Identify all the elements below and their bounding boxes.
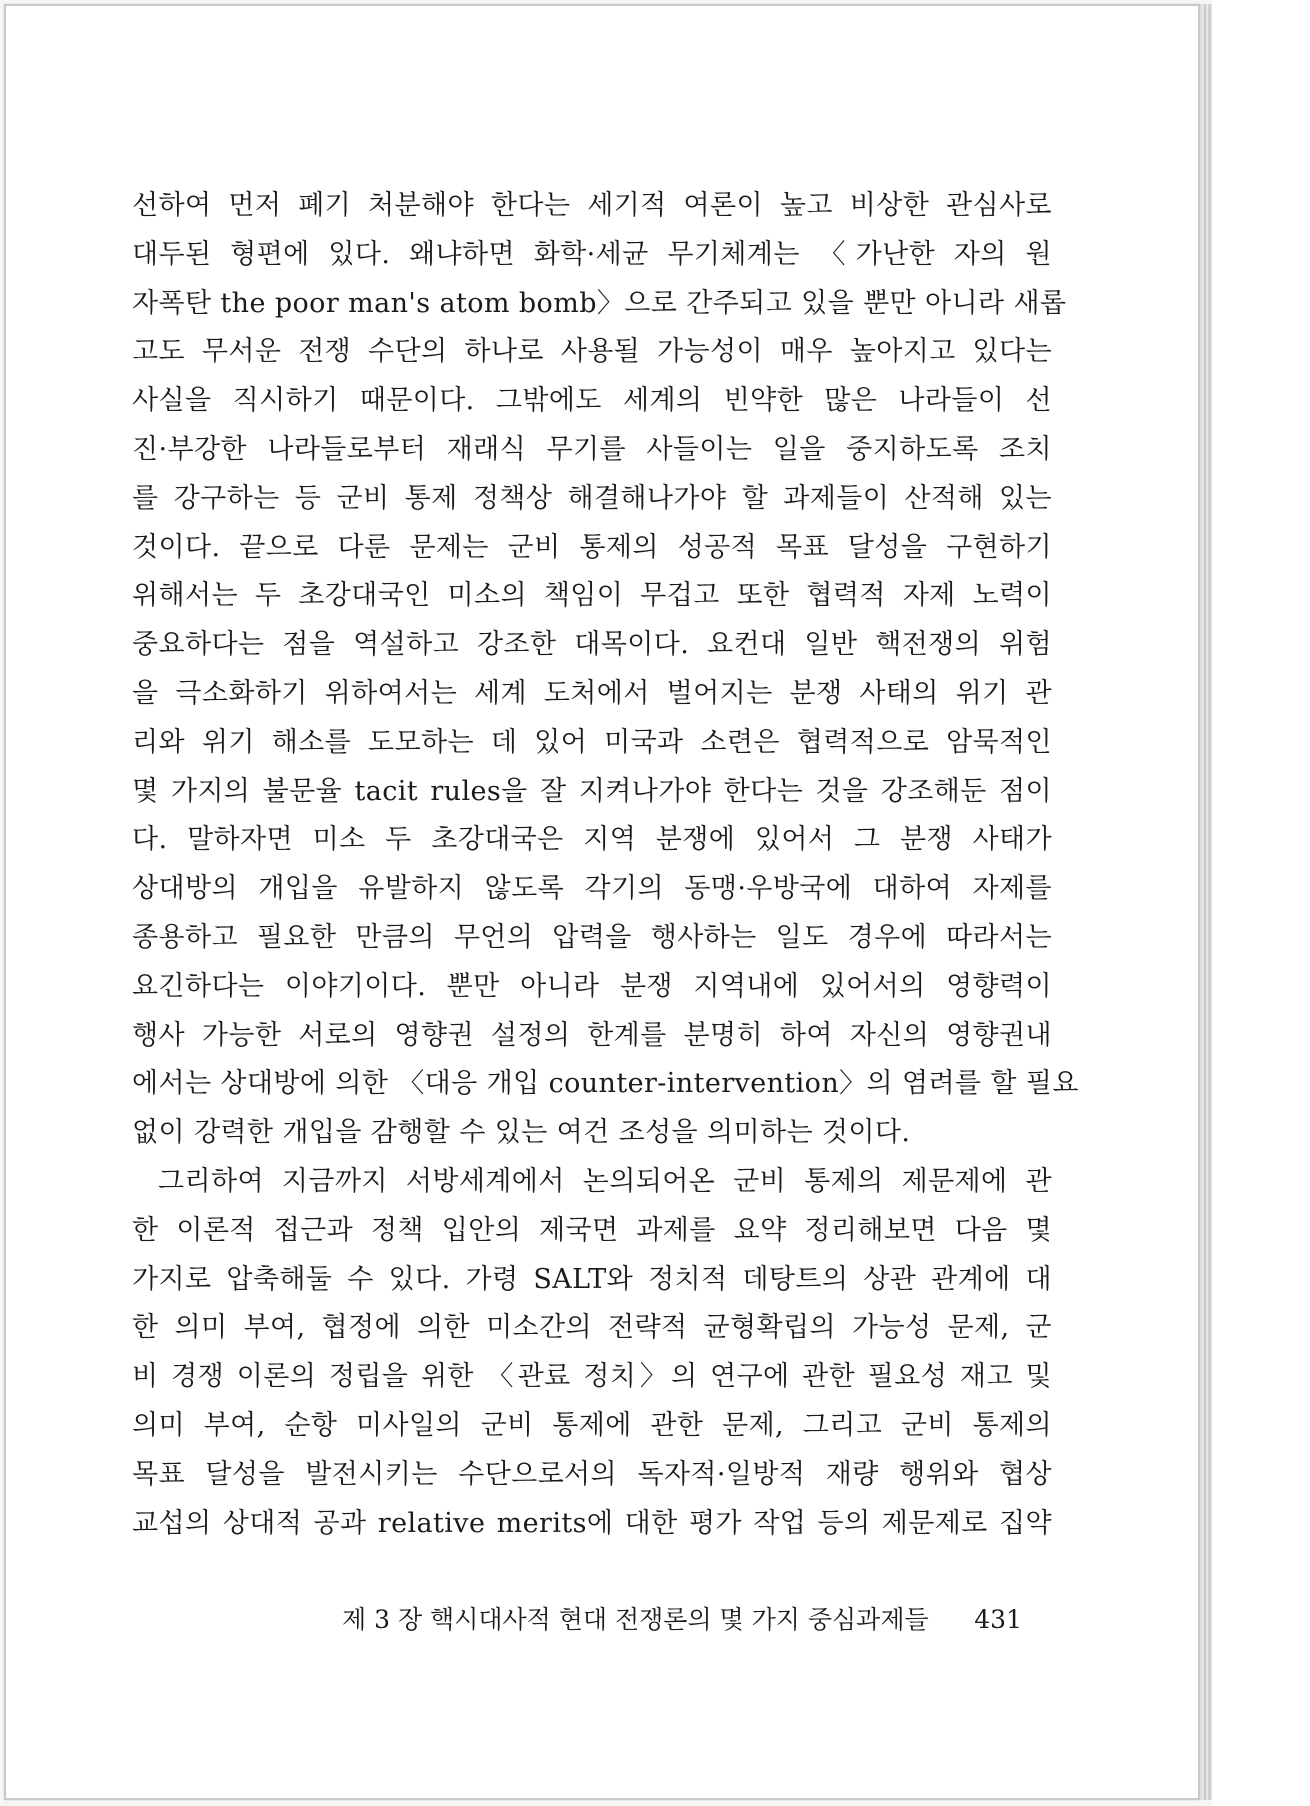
text-line: 한 의미 부여, 협정에 의한 미소간의 전략적 균형확립의 가능성 문제, 군 bbox=[132, 1312, 1052, 1344]
chapter-title: 제 3 장 핵시대사적 현대 전쟁론의 몇 가지 중심과제들 bbox=[342, 1605, 929, 1634]
text-line: 을 극소화하기 위하여서는 세계 도처에서 벌어지는 분쟁 사태의 위기 관 bbox=[132, 677, 1052, 709]
page-number: 431 bbox=[974, 1605, 1022, 1634]
text-line: 것이다. 끝으로 다룬 문제는 군비 통제의 성공적 목표 달성을 구현하기 bbox=[132, 531, 1052, 563]
text-line: 진·부강한 나라들로부터 재래식 무기를 사들이는 일을 중지하도록 조치 bbox=[132, 433, 1052, 465]
text-line: 비 경쟁 이론의 정립을 위한 〈관료 정치〉의 연구에 관한 필요성 재고 및 bbox=[132, 1361, 1052, 1393]
text-line: 종용하고 필요한 만큼의 무언의 압력을 행사하는 일도 경우에 따라서는 bbox=[132, 921, 1052, 953]
paragraph-end-line: 없이 강력한 개입을 감행할 수 있는 여건 조성을 의미하는 것이다. bbox=[132, 1117, 911, 1149]
text-line: 가지로 압축해둘 수 있다. 가령 SALT와 정치적 데탕트의 상관 관계에 대 bbox=[132, 1263, 1052, 1295]
book-page bbox=[4, 4, 1200, 1800]
body-text bbox=[132, 182, 1079, 1548]
text-line: 한 이론적 접근과 정책 입안의 제국면 과제를 요약 정리해보면 다음 몇 bbox=[132, 1214, 1052, 1246]
text-line: 중요하다는 점을 역설하고 강조한 대목이다. 요컨대 일반 핵전쟁의 위험 bbox=[132, 629, 1052, 661]
paragraph-start-line: 그리하여 지금까지 서방세계에서 논의되어온 군비 통제의 제문제에 관 bbox=[158, 1165, 1052, 1197]
text-line: 몇 가지의 불문율 tacit rules을 잘 지켜나가야 한다는 것을 강조해둔 점이 bbox=[132, 775, 1052, 807]
text-line: 고도 무서운 전쟁 수단의 하나로 사용될 가능성이 매우 높아지고 있다는 bbox=[132, 336, 1052, 368]
text-line: 행사 가능한 서로의 영향권 설정의 한계를 분명히 하여 자신의 영향권내 bbox=[132, 1019, 1052, 1051]
text-line: 사실을 직시하기 때문이다. 그밖에도 세계의 빈약한 많은 나라들이 선 bbox=[132, 385, 1052, 417]
text-line: 위해서는 두 초강대국인 미소의 책임이 무겁고 또한 협력적 자제 노력이 bbox=[132, 580, 1052, 612]
text-line: 상대방의 개입을 유발하지 않도록 각기의 동맹·우방국에 대하여 자제를 bbox=[132, 873, 1052, 905]
text-line: 에서는 상대방에 의한 〈대응 개입 counter-intervention〉의 염려를 할 필요 bbox=[132, 1068, 1079, 1100]
running-footer bbox=[342, 1596, 1022, 1644]
text-line: 대두된 형편에 있다. 왜냐하면 화학·세균 무기체계는 〈가난한 자의 원 bbox=[132, 238, 1052, 270]
text-line: 요긴하다는 이야기이다. 뿐만 아니라 분쟁 지역내에 있어서의 영향력이 bbox=[132, 970, 1052, 1002]
text-line: 리와 위기 해소를 도모하는 데 있어 미국과 소련은 협력적으로 암묵적인 bbox=[132, 726, 1052, 758]
text-line: 다. 말하자면 미소 두 초강대국은 지역 분쟁에 있어서 그 분쟁 사태가 bbox=[132, 824, 1052, 856]
text-line: 의미 부여, 순항 미사일의 군비 통제에 관한 문제, 그리고 군비 통제의 bbox=[132, 1409, 1052, 1441]
text-line: 자폭탄 the poor man's atom bomb〉으로 간주되고 있을 뿐만 아니라 새롭 bbox=[132, 287, 1067, 319]
text-line: 선하여 먼저 폐기 처분해야 한다는 세기적 여론이 높고 비상한 관심사로 bbox=[132, 190, 1052, 221]
right-margin-background bbox=[1212, 0, 1310, 1806]
page-stack-edge bbox=[1200, 4, 1212, 1800]
text-line: 목표 달성을 발전시키는 수단으로서의 독자적·일방적 재량 행위와 협상 bbox=[132, 1458, 1052, 1490]
text-line: 교섭의 상대적 공과 relative merits에 대한 평가 작업 등의 제문제로 집약 bbox=[132, 1507, 1052, 1539]
text-line: 를 강구하는 등 군비 통제 정책상 해결해나가야 할 과제들이 산적해 있는 bbox=[132, 482, 1052, 514]
